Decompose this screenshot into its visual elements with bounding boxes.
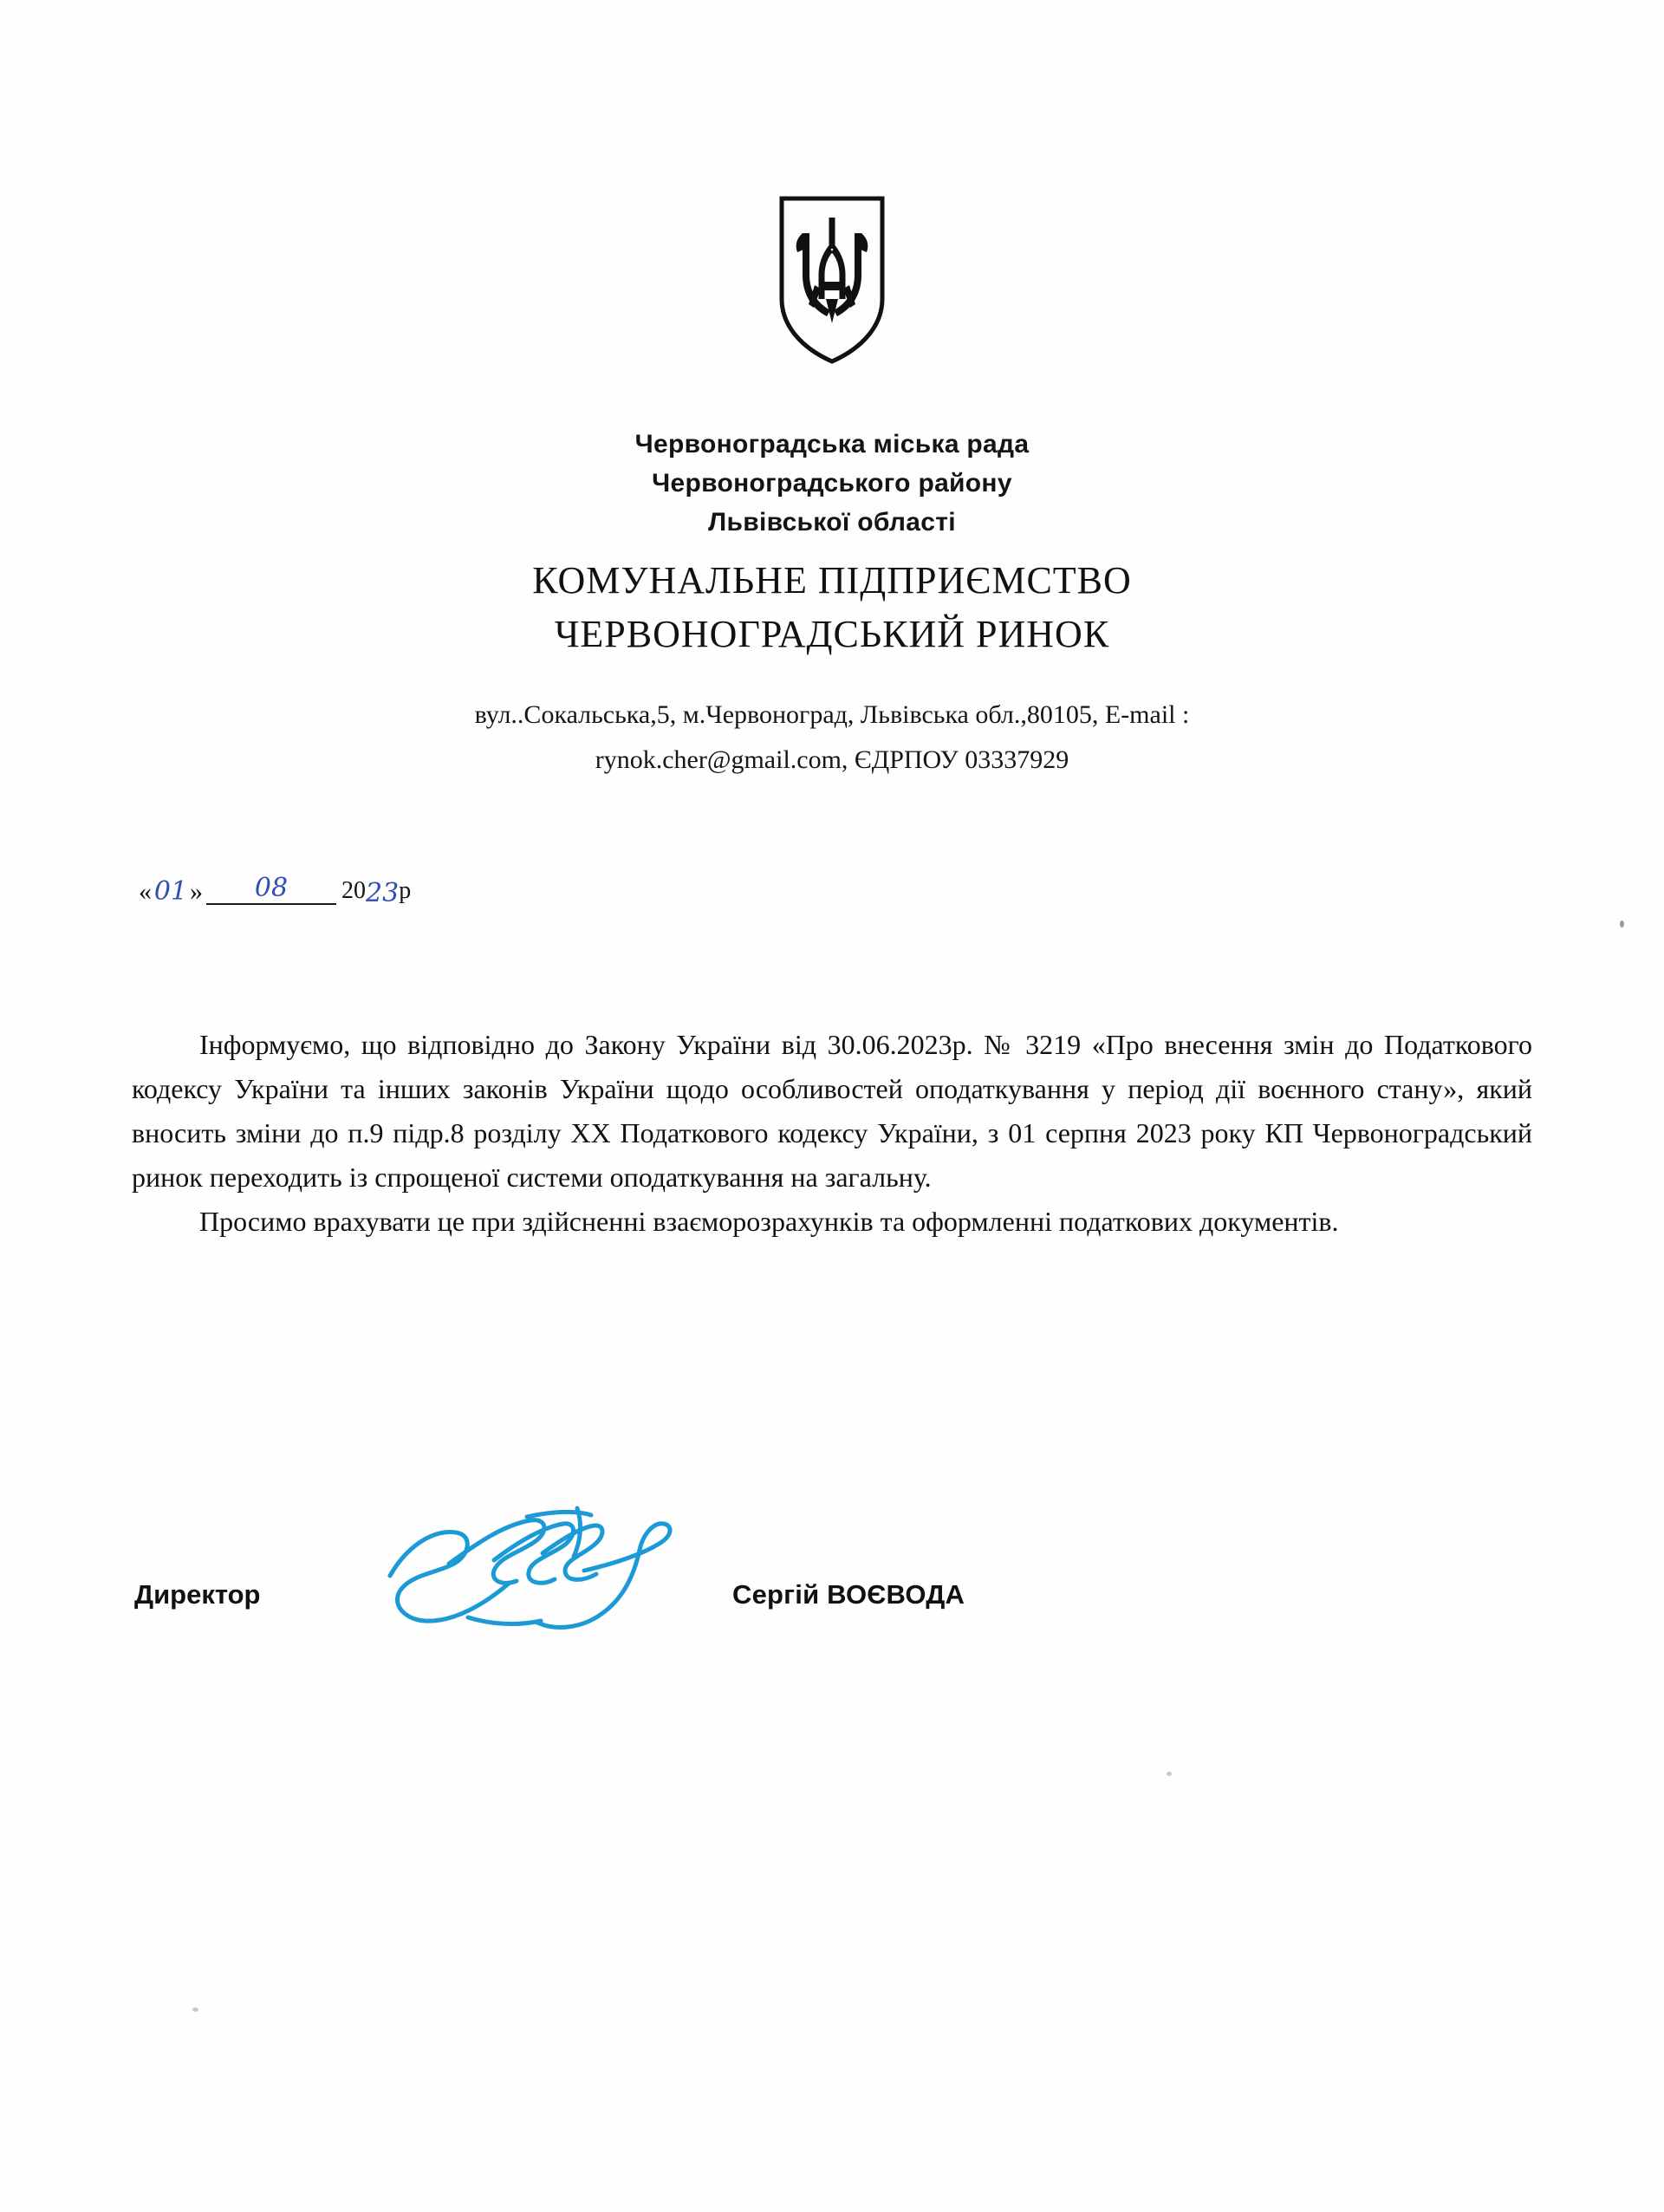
contacts-line-1: вул..Сокальська,5, м.Червоноград, Львівська обл.,80105, E-mail :	[474, 700, 1190, 729]
scan-artifact	[192, 2007, 198, 2012]
org-name-line-1: КОМУНАЛЬНЕ ПІДПРИЄМСТВО	[532, 559, 1132, 602]
emblem-container	[0, 195, 1664, 365]
date-year-suffix: р	[399, 877, 412, 904]
body-paragraph-2: Просимо врахувати це при здійсненні взаєморозрахунків та оформленні податкових документів.	[199, 1206, 1339, 1237]
contacts-line-2: rynok.cher@gmail.com, ЄДРПОУ 03337929	[595, 745, 1069, 774]
org-line-3: Львівської області	[708, 508, 956, 537]
date-line	[139, 867, 412, 908]
date-year-prefix: 20	[341, 877, 366, 904]
scan-artifact	[1620, 921, 1624, 927]
letter-body	[132, 1023, 1532, 1244]
org-line-1: Червоноградська міська рада	[634, 430, 1030, 459]
signature-block	[0, 1569, 1664, 1638]
org-name-line-2: ЧЕРВОНОГРАДСЬКИЙ РИНОК	[554, 613, 1110, 655]
ukraine-trident-emblem	[777, 195, 887, 365]
handwritten-signature	[364, 1474, 711, 1664]
date-year-handwritten: 23	[366, 878, 400, 908]
org-line-2: Червоноградського району	[652, 469, 1012, 498]
scan-artifact	[1167, 1772, 1172, 1776]
date-quote-close: »	[190, 877, 203, 906]
letterhead-header	[0, 425, 1664, 783]
date-day-handwritten: 01	[153, 876, 188, 907]
body-paragraph-1: Інформуємо, що відповідно до Закону України від 30.06.2023р. № 3219 «Про внесення змін до Податкового кодексу України та інших законів України щодо особливостей оподаткування у період дії воєнного стану», який вносить зміни до п.9 підр.8 розділу XX Податкового кодексу України, з 01 серпня 2023 року КП Червоноградський ринок переходить із спрощеної системи оподаткування на загальну.	[132, 1029, 1532, 1193]
date-quote-open: «	[139, 877, 152, 906]
date-month-handwritten: 08	[206, 875, 336, 905]
signer-name: Сергій ВОЄВОДА	[732, 1579, 965, 1610]
signer-title: Директор	[134, 1579, 261, 1610]
